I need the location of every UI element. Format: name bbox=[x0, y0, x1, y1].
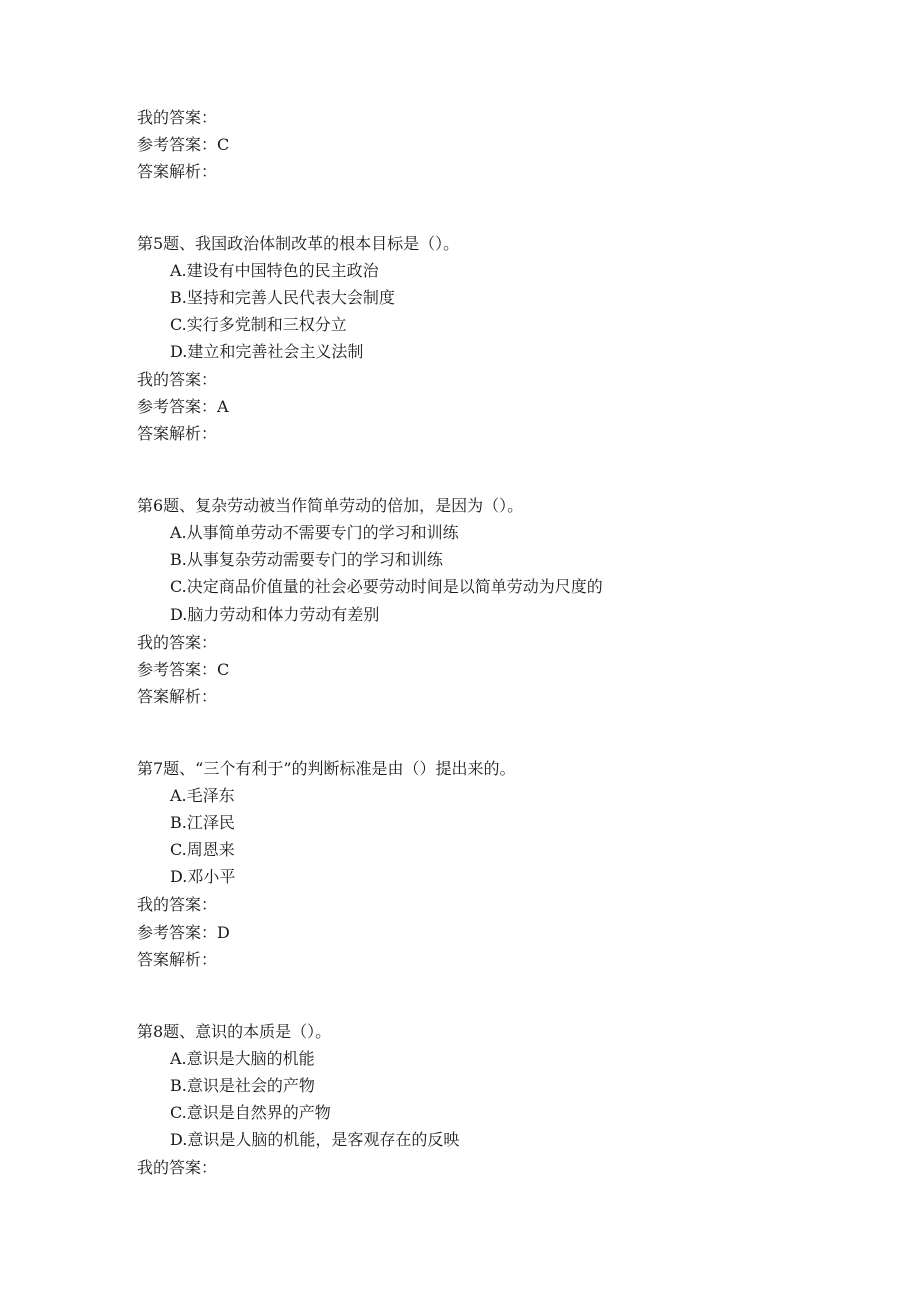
option-a: A.毛泽东 bbox=[170, 786, 235, 805]
question-stem: 第8题、意识的本质是（）。 bbox=[137, 1022, 332, 1041]
option-a: A.建设有中国特色的民主政治 bbox=[170, 261, 379, 280]
option-c: C.决定商品价值量的社会必要劳动时间是以简单劳动为尺度的 bbox=[170, 577, 603, 596]
my-answer-label: 我的答案： bbox=[137, 108, 218, 127]
option-b: B.意识是社会的产物 bbox=[170, 1076, 315, 1095]
question-stem: 第5题、我国政治体制改革的根本目标是（）。 bbox=[137, 234, 460, 253]
answer-analysis-label: 答案解析： bbox=[137, 424, 218, 443]
question-stem: 第6题、复杂劳动被当作简单劳动的倍加，是因为（）。 bbox=[137, 496, 524, 515]
question-stem: 第7题、“三个有利于”的判断标准是由（）提出来的。 bbox=[137, 759, 516, 778]
option-a: A.从事简单劳动不需要专门的学习和训练 bbox=[170, 523, 459, 542]
reference-answer: 参考答案：C bbox=[137, 660, 230, 679]
reference-answer: 参考答案：A bbox=[137, 397, 229, 416]
option-d: D.脑力劳动和体力劳动有差别 bbox=[170, 605, 380, 624]
my-answer-label: 我的答案： bbox=[137, 1158, 218, 1177]
option-b: B.江泽民 bbox=[170, 813, 235, 832]
answer-analysis-label: 答案解析： bbox=[137, 950, 218, 969]
option-c: C.周恩来 bbox=[170, 840, 235, 859]
option-d: D.邓小平 bbox=[170, 867, 236, 886]
answer-analysis-label: 答案解析： bbox=[137, 162, 218, 181]
option-d: D.建立和完善社会主义法制 bbox=[170, 342, 364, 361]
option-d: D.意识是人脑的机能，是客观存在的反映 bbox=[170, 1130, 460, 1149]
answer-analysis-label: 答案解析： bbox=[137, 687, 218, 706]
option-c: C.意识是自然界的产物 bbox=[170, 1103, 331, 1122]
option-c: C.实行多党制和三权分立 bbox=[170, 315, 347, 334]
reference-answer: 参考答案：D bbox=[137, 923, 230, 942]
option-b: B.坚持和完善人民代表大会制度 bbox=[170, 288, 395, 307]
my-answer-label: 我的答案： bbox=[137, 370, 218, 389]
my-answer-label: 我的答案： bbox=[137, 895, 218, 914]
reference-answer: 参考答案：C bbox=[137, 135, 230, 154]
option-b: B.从事复杂劳动需要专门的学习和训练 bbox=[170, 550, 443, 569]
option-a: A.意识是大脑的机能 bbox=[170, 1049, 315, 1068]
my-answer-label: 我的答案： bbox=[137, 633, 218, 652]
